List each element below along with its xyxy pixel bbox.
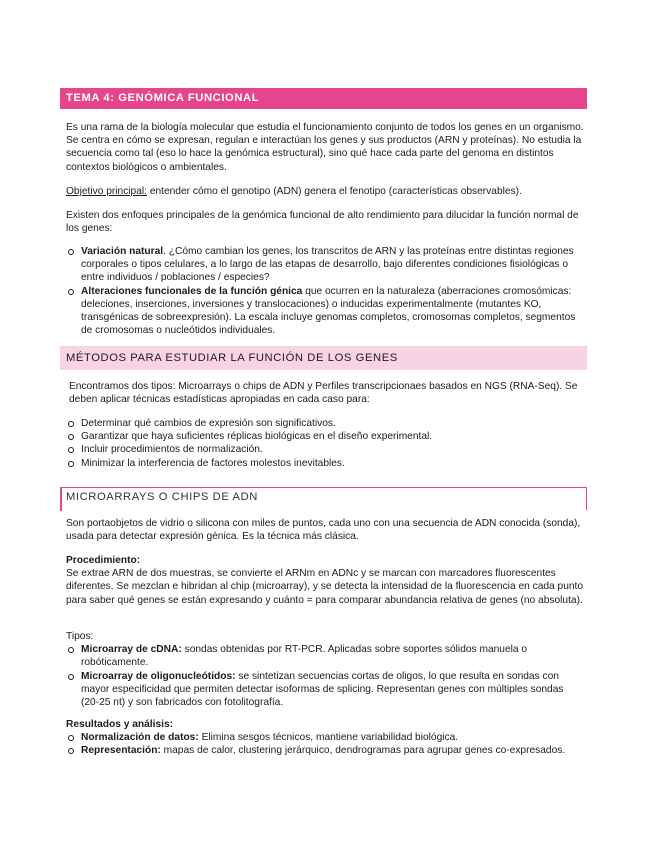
procedure-text: Se extrae ARN de dos muestras, se convierte el ARNm en ADNc y se marcan con marcadores fluorescentes diferentes. Se mezclan e hibridan al chip (microarray), y se detecta la intensidad de la fluorescencia en cada punto para saber qué genes se están expresando y cuánto = para comparar abundancia relativa de genes (no absoluta).: [66, 568, 584, 606]
list-item: Representación: mapas de calor, clustering jerárquico, dendrogramas para agrupar genes co-expresados.: [66, 744, 584, 757]
list-item: Microarray de cDNA: sondas obtenidas por RT-PCR. Aplicadas sobre soportes sólidos manuela o robóticamente.: [66, 643, 584, 669]
list-item: Garantizar que haya suficientes réplicas biológicas en el diseño experimental.: [66, 430, 584, 443]
microarrays-paragraph: Son portaobjetos de vidrio o silicona con miles de puntos, cada uno con una secuencia de ADN conocida (sonda), usada para detectar expresión génica. Es la técnica más clásica.: [66, 518, 581, 543]
procedure-block: [66, 554, 584, 607]
bullet-icon: [68, 434, 74, 440]
objective-paragraph: [66, 185, 584, 198]
list-item: Determinar qué cambios de expresión son significativos.: [66, 417, 584, 430]
bullet-icon: [68, 421, 74, 427]
bullet-icon: [68, 647, 74, 653]
section-heading-microarrays: [60, 487, 587, 510]
bullet-icon: [68, 249, 74, 255]
procedure-label: Procedimiento:: [66, 555, 141, 566]
bullet-icon: [68, 461, 74, 467]
list-item: Incluir procedimientos de normalización.: [66, 443, 584, 456]
list-item: Minimizar la interferencia de factores molestos inevitables.: [66, 457, 584, 470]
section-heading-metodos: [60, 346, 587, 370]
list-item: Variación natural. ¿Cómo cambian los genes, los transcritos de ARN y las proteínas entre distintas regiones corporales o tipos celulares, a lo largo de las etapas de desarrollo, bajo diferentes condiciones fisiológicas o entre individuos / poblaciones / especies?: [66, 245, 584, 285]
methods-paragraph: Encontramos dos tipos: Microarrays o chips de ADN y Perfiles transcripcionaes basados en NGS (RNA-Seq). Se deben aplicar técnicas estadísticas apropiadas en cada caso para:: [69, 381, 578, 406]
bullet-icon: [68, 735, 74, 741]
section-title: MÉTODOS PARA ESTUDIAR LA FUNCIÓN DE LOS GENES: [66, 352, 398, 364]
methods-list: [66, 417, 584, 470]
list-item: Microarray de oligonucleótidos: se sintetizan secuencias cortas de oligos, lo que resulta en sondas con mayor especificidad que permiten detectar isoformas de splicing. Representan genes con múltiples sondas (20-25 nt) y son fabricados con fotolitografía.: [66, 670, 584, 710]
approaches-intro: Existen dos enfoques principales de la genómica funcional de alto rendimiento para dilucidar la función normal de los genes:: [66, 210, 579, 235]
section-title: MICROARRAYS O CHIPS DE ADN: [66, 491, 258, 503]
section-title: TEMA 4: GENÓMICA FUNCIONAL: [66, 92, 260, 104]
bullet-icon: [68, 674, 74, 680]
bullet-icon: [68, 748, 74, 754]
results-block: [66, 718, 584, 758]
bullet-icon: [68, 289, 74, 295]
types-block: [66, 630, 584, 709]
list-item: Normalización de datos: Elimina sesgos técnicos, mantiene variabilidad biológica.: [66, 731, 584, 744]
objective-text: entender cómo el genotipo (ADN) genera el fenotipo (características observables).: [146, 186, 522, 197]
objective-label: Objetivo principal:: [66, 186, 147, 197]
bullet-icon: [68, 447, 74, 453]
section-heading-tema4: [60, 88, 587, 109]
results-label: Resultados y análisis:: [66, 719, 174, 730]
list-item: Alteraciones funcionales de la función génica que ocurren en la naturaleza (aberraciones cromosómicas: deleciones, inserciones, inversiones y translocaciones) o inducidas experimentalmente (mutantes KO, transgénicas de sobreexpresión). La escala incluye genomas completos, cromosomas completos, segmentos de cromosomas o nucleótidos individuales.: [66, 285, 584, 338]
intro-paragraph: Es una rama de la biología molecular que estudia el funcionamiento conjunto de todos los genes en un organismo. Se centra en cómo se expresan, regulan e interactúan los genes y sus productos (ARN y proteínas). No estudia la secuencia como tal (eso lo hace la genómica estructural), sino qué hace cada parte del genoma en distintos contextos biológicos o ambientales.: [66, 122, 584, 173]
approaches-list: [66, 245, 584, 337]
types-label: Tipos:: [66, 631, 94, 642]
